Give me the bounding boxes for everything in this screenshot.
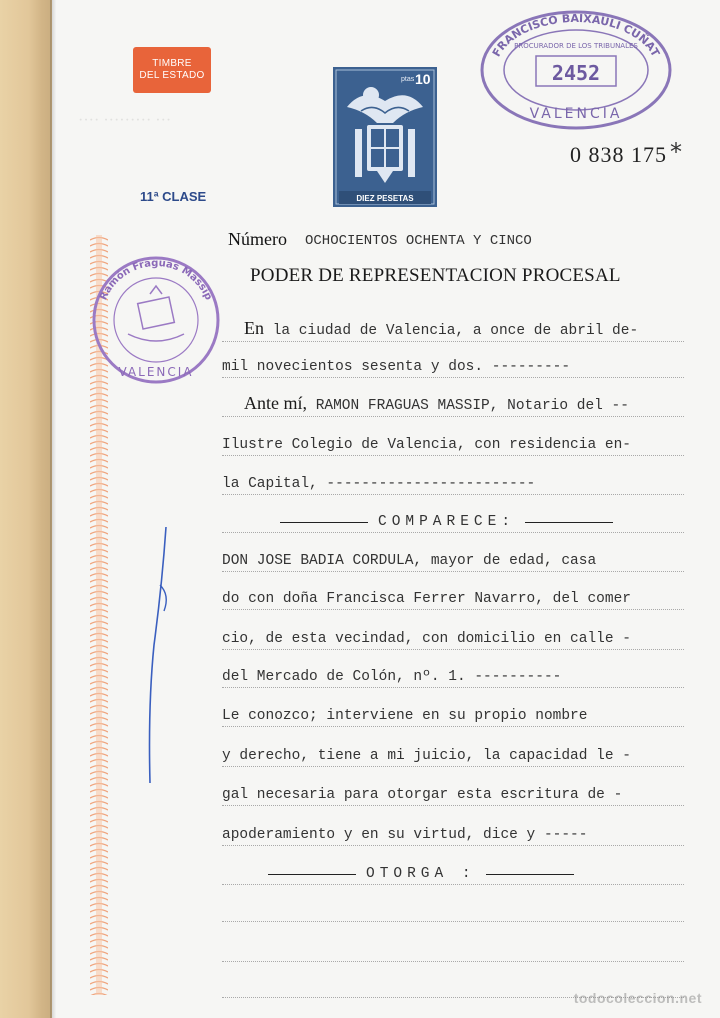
numero-value: OCHOCIENTOS OCHENTA Y CINCO xyxy=(305,233,532,249)
document-line-text xyxy=(222,553,596,569)
document-line-text xyxy=(222,708,587,724)
seal-procurador-number: 2452 xyxy=(551,61,601,85)
heading-underline xyxy=(268,874,356,875)
line-body-text: RAMON FRAGUAS MASSIP, Notario del -- xyxy=(307,398,629,414)
document-line xyxy=(222,882,684,922)
stamp-label: DIEZ PESETAS xyxy=(356,194,414,203)
clase-label: 11ª CLASE xyxy=(140,189,207,204)
line-body-text: Le conozco; interviene en su propio nombre xyxy=(222,708,588,724)
timbre-line2: DEL ESTADO xyxy=(139,70,205,81)
heading-underline xyxy=(280,522,368,523)
document-line-text xyxy=(244,318,638,339)
notario-seal xyxy=(88,252,224,388)
line-body-text: do con doña Francisca Ferrer Navarro, del comer xyxy=(222,591,631,607)
seal-procurador-city: VALENCIA xyxy=(529,106,623,122)
document-line xyxy=(222,532,684,572)
document-line xyxy=(222,416,684,456)
line-body-text: cio, de esta vecindad, con domicilio en calle - xyxy=(222,631,631,647)
document-line-text xyxy=(222,591,631,607)
document-line xyxy=(222,570,684,610)
line-body-text: Ilustre Colegio de Valencia, con residencia en- xyxy=(222,437,631,453)
document-line xyxy=(222,922,684,962)
document-line-text xyxy=(244,393,629,414)
timbre-del-estado-badge xyxy=(133,47,211,93)
show-through-text: ···· ········· ··· xyxy=(78,112,172,129)
line-body-text: gal necesaria para otorgar esta escritura de - xyxy=(222,787,623,803)
document-line xyxy=(222,766,684,806)
seal-notario-name: Ramón Fraguas Massip xyxy=(98,257,214,302)
line-body-text: mil novecientos sesenta y dos. --------- xyxy=(222,359,571,375)
svg-text:FRANCISCO BAIXAULI CUÑAT xyxy=(490,12,662,59)
section-heading: COMPARECE: xyxy=(378,514,516,530)
stamp-ptas: ptas xyxy=(401,76,415,83)
heading-underline xyxy=(486,874,574,875)
serial-number: 0 838 175 xyxy=(570,142,667,167)
line-body-text: la ciudad de Valencia, a once de abril de- xyxy=(264,323,639,339)
document-line xyxy=(222,610,684,650)
document-line-text xyxy=(222,359,570,375)
line-lead-word: En xyxy=(244,318,264,338)
line-body-text: DON JOSE BADIA CORDULA, mayor de edad, casa xyxy=(222,553,597,569)
watermark: todocoleccion.net xyxy=(573,990,702,1006)
line-lead-word: Ante mí, xyxy=(244,393,307,413)
document-line xyxy=(222,727,684,767)
line-body-text: del Mercado de Colón, nº. 1. ---------- xyxy=(222,669,562,685)
document-line-text xyxy=(222,476,535,492)
document-line-text xyxy=(222,669,561,685)
document-line xyxy=(222,687,684,727)
document-line xyxy=(222,806,684,846)
stamp-value: 10 xyxy=(415,71,431,87)
document-line-text xyxy=(222,827,587,843)
document-line xyxy=(222,338,684,378)
document-line-text xyxy=(222,787,622,803)
seal-notario-city: VALENCIA xyxy=(118,365,194,379)
document-line-text xyxy=(222,631,631,647)
timbre-line1: TIMBRE xyxy=(152,58,192,69)
document-line-text xyxy=(270,514,623,530)
seal-procurador-role: PROCURADOR DE LOS TRIBUNALES xyxy=(514,42,638,50)
line-body-text: y derecho, tiene a mi juicio, la capacidad le - xyxy=(222,748,631,764)
procurador-seal xyxy=(478,8,674,132)
line-body-text: la Capital, ------------------------ xyxy=(222,476,536,492)
fiscal-stamp-eagle xyxy=(333,67,437,207)
svg-text:Ramón Fraguas Massip xyxy=(98,258,214,302)
document-line xyxy=(222,648,684,688)
document-line xyxy=(222,377,684,417)
document-line xyxy=(222,493,684,533)
document-line-text xyxy=(222,748,631,764)
blue-pen-mark xyxy=(140,525,180,785)
document-line-text xyxy=(258,866,584,882)
document-line xyxy=(222,455,684,495)
document-title: PODER DE REPRESENTACION PROCESAL xyxy=(250,265,621,286)
seal-procurador-name: FRANCISCO BAIXAULI CUÑAT xyxy=(489,11,663,59)
heading-underline xyxy=(525,522,613,523)
serial-mark: * xyxy=(670,138,682,166)
document-line-text xyxy=(222,437,631,453)
line-body-text: apoderamiento y en su virtud, dice y ----- xyxy=(222,827,588,843)
document-line xyxy=(222,302,684,342)
document-line xyxy=(222,845,684,885)
paper-edge xyxy=(0,0,52,1018)
numero-label: Número xyxy=(228,229,287,249)
section-heading: OTORGA : xyxy=(366,866,476,882)
